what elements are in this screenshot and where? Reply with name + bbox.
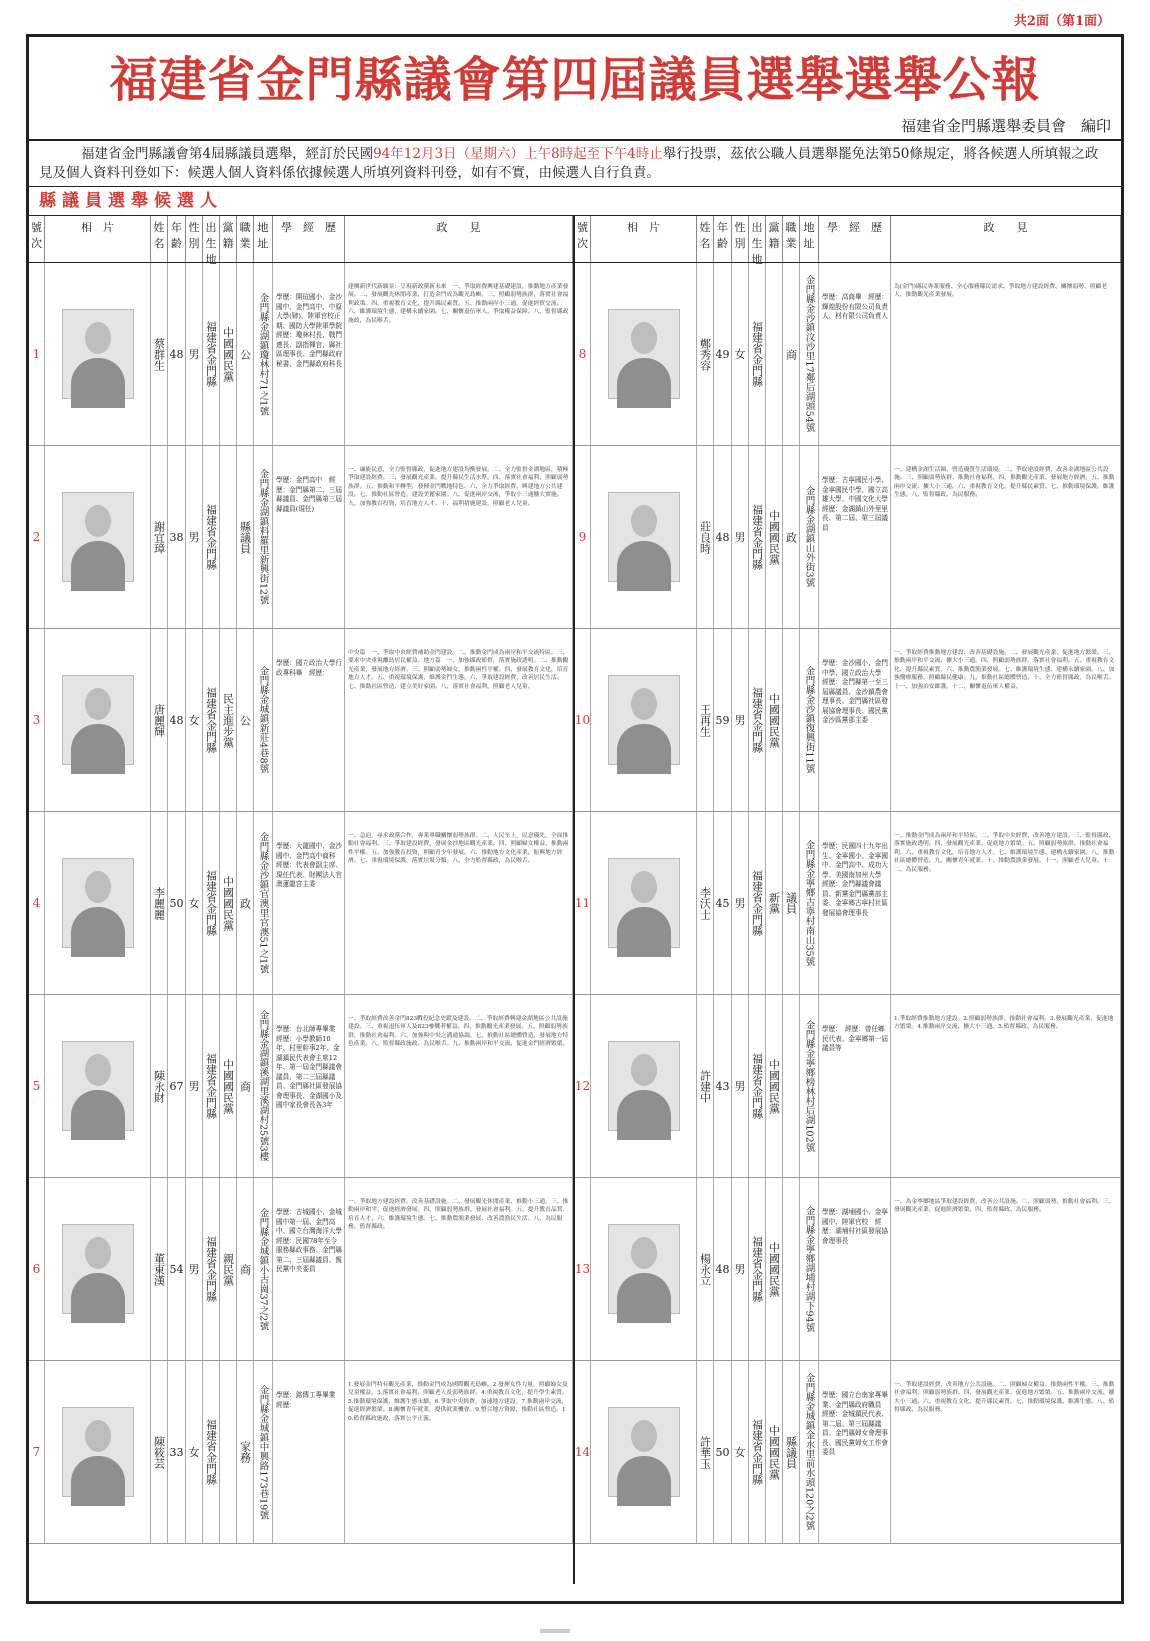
- candidate-number: 8: [575, 263, 591, 445]
- candidate-row: [575, 995, 1121, 1178]
- candidate-row: [575, 1361, 1121, 1544]
- photo-body: [71, 541, 125, 591]
- page-label: 共2面（第1面）: [1013, 14, 1110, 29]
- header-name: 姓名: [151, 216, 168, 262]
- candidate-gender: 男: [186, 263, 203, 445]
- candidate-row: [29, 1361, 573, 1544]
- candidate-gender: 男: [732, 1178, 749, 1360]
- candidate-birthplace: 福建省金門縣: [203, 812, 220, 994]
- candidate-birthplace: 福建省金門縣: [203, 263, 220, 445]
- candidate-age: 33: [168, 1361, 186, 1543]
- candidate-job: 縣議員: [783, 1361, 800, 1543]
- candidate-platform: 為(金門)縣民專業服務、全心服務縣民需求、爭取地方建設經費、關懷弱勢、照顧老人、推動觀光產業發展。: [891, 263, 1121, 445]
- candidate-age: 43: [714, 995, 732, 1177]
- candidate-background: 學歷： 經歷：曾任鄉民代表、金寧鄉第一屆議員等: [819, 995, 891, 1177]
- candidate-photo-cell: [591, 1361, 697, 1543]
- photo-body: [71, 724, 125, 774]
- photo-head: [631, 1420, 657, 1452]
- candidate-photo: [608, 1224, 680, 1314]
- candidate-job: 政: [783, 446, 800, 628]
- candidate-address: 金門縣金城鎮金水里前水頭120之2號: [800, 1361, 819, 1543]
- candidate-name: 楊永立: [697, 1178, 714, 1360]
- candidate-gender: 女: [186, 1361, 203, 1543]
- candidate-address: 金門縣金沙鎮官澳里官澳51之1號: [254, 812, 273, 994]
- candidate-background: 學歷：開瑄國小、金沙國中、金門高中、中原大學(肄)、陸軍官校正期、國防大學陸軍學院 經歷：瓊林村長、戰鬥連長、副指揮官、縣社區理事長、金門縣政府秘書、金門縣政府科長: [273, 263, 345, 445]
- candidate-job: 議員: [783, 812, 800, 994]
- candidate-job: 政: [237, 812, 254, 994]
- candidate-address: 金門縣金城鎮小古崗37之2號: [254, 1178, 273, 1360]
- candidate-age: 54: [168, 1178, 186, 1360]
- header-platform: 政 見: [345, 216, 573, 262]
- candidate-row: [575, 446, 1121, 629]
- candidate-platform: 1.發展金門特有觀光產業，推動金門成為國際觀光島嶼。2.發揮女性力量，照顧婦女及兒童權益。3.落實社會福利，照顧老人及弱勢族群。4.重視教育文化，提升學生素質。5.推動環境保護，維護生態永續。6.爭取中央經費，加速地方建設。7.推動兩岸交流，促進經濟繁榮。8.關懷青年就業，提供就業機會。9.整合地方資源，推動社區營造。10.監督縣政施政，落實公平正義。: [345, 1361, 573, 1543]
- candidate-number: 6: [29, 1178, 45, 1360]
- candidate-platform: 中央篇 一、爭取中央經費補助金門建設。二、推動金門成為兩岸和平交流特區。三、要求中央重視離島居民權益。地方篇 一、加強縣政監督，落實施政透明。二、推動觀光產業，發展地方經濟。三、照顧弱勢婦女，推動兩性平權。四、發展教育文化，培育地方人才。五、重視環境保護，維護金門生態。六、爭取建設經費，改善居民生活。七、推動社區營造，建立美好家園。八、落實社會福利，照顧老人兒童。: [345, 629, 573, 811]
- photo-head: [85, 1420, 111, 1452]
- candidate-gender: 女: [186, 812, 203, 994]
- candidate-background: 學歷：古寧國民小學、金寧國民中學、國立高雄大學、中國文化大學 經歷：金湖鎮山外里里長、第二屆、第三屆議員: [819, 446, 891, 628]
- notice-part2: 舉行投票，茲依公職人員選舉罷免法第50條規定，將各候選人所填報之政見及個人資料刊登如下：候選人個人資料係依據候選人所填列資料刊登，如有不實，由候選人自行負責。: [39, 146, 1099, 181]
- candidate-job: 公: [237, 629, 254, 811]
- candidate-platform: 一、爭取地方建設經費、改善基礎設施。二、發展觀光休閒產業、推動小三通。三、推動兩岸和平、促進經濟發展。四、照顧弱勢族群、發展社會福利。五、提升教育品質、培育人才。六、維護環境生態。七、推動農漁業發展、改善農漁民生活。八、為民服務、監督縣政。: [345, 1178, 573, 1360]
- candidate-name: 董東漢: [151, 1178, 168, 1360]
- candidate-party: 民主進步黨: [220, 629, 237, 811]
- candidate-platform: 一、推動金門成為兩岸和平特區。二、爭取中央經費、改善地方建設。三、監督縣政、落實施政透明。四、發展觀光產業、促進地方繁榮。五、照顧弱勢族群、推動社會福利。六、重視教育文化、培育地方人才。七、維護環境生態、建構永續家園。八、推動社區總體營造。九、關懷青年就業。十、推動農漁業發展。十一、照顧老人兒童。十二、為民服務。: [891, 812, 1121, 994]
- candidate-party: 中國國民黨: [766, 1361, 783, 1543]
- header-no: 號次: [29, 216, 45, 262]
- photo-body: [617, 1273, 671, 1323]
- header-age: 年齡: [168, 216, 186, 262]
- candidate-party: 新黨: [766, 812, 783, 994]
- candidate-background: 學歷：大龍國中、金沙國中、金門高中商科 經歷：代表會副主席、現任代表、財團法人官澳蓮龍宮主委: [273, 812, 345, 994]
- candidate-number: 14: [575, 1361, 591, 1543]
- candidate-address: 金門縣金湖鎮瓊林村71之1號: [254, 263, 273, 445]
- table-header: [29, 216, 573, 266]
- table-header: [575, 216, 1121, 266]
- candidate-party: 中國國民黨: [766, 1178, 783, 1360]
- candidate-column-right: [575, 216, 1121, 1584]
- candidate-number: 5: [29, 995, 45, 1177]
- candidate-name: 陳筱芸: [151, 1361, 168, 1543]
- photo-head: [631, 322, 657, 354]
- candidate-age: 49: [714, 263, 732, 445]
- candidate-row: [29, 995, 573, 1178]
- photo-body: [71, 1456, 125, 1506]
- header-background: 學 經 歷: [273, 216, 345, 262]
- candidate-photo-cell: [45, 446, 151, 628]
- notice: [29, 141, 1121, 187]
- candidate-party: 中國國民黨: [220, 995, 237, 1177]
- candidate-job: 商: [237, 1178, 254, 1360]
- candidate-gender: 男: [732, 629, 749, 811]
- candidate-columns: [29, 216, 1121, 1584]
- bulletin-title: 福建省金門縣議會第四屆議員選舉選舉公報: [109, 51, 1041, 108]
- candidate-birthplace: 福建省金門縣: [749, 995, 766, 1177]
- candidate-party: 中國國民黨: [766, 446, 783, 628]
- candidate-number: 9: [575, 446, 591, 628]
- candidate-birthplace: 福建省金門縣: [203, 995, 220, 1177]
- header-gender: 性別: [732, 216, 749, 262]
- candidate-platform: 建構新世代新願景：呈現新政黨新未來 一、爭取經費興建基礎建設，推動地方產業發展。二、發展觀光休閒產業，打造金門成為觀光島嶼。三、照顧弱勢族群，落實社會福利政策。四、重視教育文化，提升縣民素質。五、推動兩岸小三通，促進經貿交流。六、維護環境生態，建構永續家園。七、關懷退伍軍人，爭取權益保障。八、監督縣政施政，為民喉舌。: [345, 263, 573, 445]
- photo-body: [71, 1090, 125, 1140]
- header-birthplace: 出生地: [749, 216, 766, 262]
- candidate-platform: 一、建構金湖生活圈、營造優質生活環境。二、爭取建設經費、改善金湖地區公共設施。三、照顧弱勢族群、推動社會福利。四、推動觀光產業、發展地方經濟。五、推動兩岸交流、擴大小三通。六、重視教育文化、提升縣民素質。七、推動環境保護、維護生態。八、監督縣政、為民服務。: [891, 446, 1121, 628]
- candidate-gender: 女: [732, 1361, 749, 1543]
- photo-head: [85, 871, 111, 903]
- candidate-address: 金門縣金城鎮中興路173巷19號: [254, 1361, 273, 1543]
- candidate-address: 金門縣金湖鎮山外街3號: [800, 446, 819, 628]
- photo-body: [71, 358, 125, 408]
- candidate-address: 金門縣金寧鄉古寧村南山35號: [800, 812, 819, 994]
- candidate-address: 金門縣金城鎮新莊4巷8號: [254, 629, 273, 811]
- candidate-photo-cell: [591, 812, 697, 994]
- photo-head: [85, 322, 111, 354]
- candidate-background: 學歷：高商畢 經歷：輝煌股份有限公司負責人、材有限公司負責人: [819, 263, 891, 445]
- photo-head: [85, 1237, 111, 1269]
- candidate-row: [575, 1178, 1121, 1361]
- photo-head: [85, 505, 111, 537]
- candidate-job: [783, 629, 800, 811]
- footer-mark: [540, 1629, 570, 1633]
- candidate-gender: 男: [186, 1178, 203, 1360]
- header-age: 年齡: [714, 216, 732, 262]
- candidate-age: 48: [168, 263, 186, 445]
- candidate-gender: 男: [732, 812, 749, 994]
- candidate-address: 金門縣金湖鎮溪湖里溪湖村25號3樓: [254, 995, 273, 1177]
- candidate-name: 陳永財: [151, 995, 168, 1177]
- candidate-photo: [608, 858, 680, 948]
- candidate-platform: 1.爭取經費推動地方建設。2.照顧弱勢族群、推動社會福利。3.發展觀光產業、促進地方繁榮。4.推動兩岸交流、擴大小三通。5.監督縣政、為民服務。: [891, 995, 1121, 1177]
- header-party: 黨籍: [766, 216, 783, 262]
- candidate-photo-cell: [591, 1178, 697, 1360]
- photo-head: [631, 1054, 657, 1086]
- candidate-background: 學歷：民國四十九年出生、金寧國小、金寧國中、金門高中、成功大學、美國南加州大學 經歷：金門縣議會議員、新黨金門縣黨部主委、金寧鄉古寧村社區發展協會理事長: [819, 812, 891, 994]
- candidate-name: 李麗麗: [151, 812, 168, 994]
- candidate-photo: [62, 492, 134, 582]
- candidate-row: [29, 629, 573, 812]
- candidate-age: 45: [714, 812, 732, 994]
- candidate-age: 48: [714, 446, 732, 628]
- candidate-platform: 一、急迫，尋求政黨合作，專業專職關懷弱勢族群。二、人民至上，民意優先，全面推動社會福利。三、爭取建設經費，發展金沙地區觀光產業。四、照顧婦女權益，推動兩性平權。五、加強教育投資，照顧青少年發展。六、推動地方文化產業，振興地方經濟。七、重視環境保護，落實垃圾分類。八、全力監督縣政，為民喉舌。: [345, 812, 573, 994]
- candidate-background: 學歷：金沙國小、金門中學、國立政治大學 經歷：金門縣第一至三屆縣議員、金沙鎮農會理事長、金門縣社區發展協會理事長、國民黨金沙區黨部主委: [819, 629, 891, 811]
- header-name: 姓名: [697, 216, 714, 262]
- candidate-name: 王再生: [697, 629, 714, 811]
- header-birthplace: 出生地: [203, 216, 220, 262]
- candidate-party: [220, 446, 237, 628]
- candidate-age: 59: [714, 629, 732, 811]
- candidate-number: 12: [575, 995, 591, 1177]
- candidate-platform: 一、爭取建設經費、改善地方公共設施。二、照顧婦女權益、推動兩性平權。三、推動社會福利、照顧弱勢族群。四、發展觀光產業、促進地方繁榮。五、推動兩岸交流、擴大小三通。六、重視教育文化、提升縣民素質。七、推動環境保護、維護生態。八、監督縣政、為民服務。: [891, 1361, 1121, 1543]
- candidate-photo: [608, 492, 680, 582]
- candidate-gender: 男: [186, 995, 203, 1177]
- header-job: 職業: [783, 216, 800, 262]
- candidate-photo: [62, 858, 134, 948]
- candidate-gender: 男: [732, 995, 749, 1177]
- candidate-row: [29, 1178, 573, 1361]
- photo-head: [631, 505, 657, 537]
- header-gender: 性別: [186, 216, 203, 262]
- candidate-number: 10: [575, 629, 591, 811]
- candidate-name: 許建中: [697, 995, 714, 1177]
- candidate-number: 2: [29, 446, 45, 628]
- candidate-party: 親民黨: [220, 1178, 237, 1360]
- candidate-row: [29, 263, 573, 446]
- candidate-photo-cell: [45, 263, 151, 445]
- candidate-birthplace: 福建省金門縣: [749, 1361, 766, 1543]
- bulletin-frame: [26, 34, 1124, 1604]
- candidate-platform: 一、爭取經費改善金門823戰役紀念史蹟及建設。二、爭取經費興建金湖地區公共設施建設。三、重視退伍軍人及823參戰者權益。四、推動觀光產業發展。五、照顧弱勢族群、推動社會福利。六、加強與中央之溝通協調。七、推動社區總體營造、發展地方特色產業。八、監督縣政施政、為民喉舌。九、推動兩岸和平交流、促進金門經濟繁榮。: [345, 995, 573, 1177]
- candidate-photo-cell: [45, 1361, 151, 1543]
- candidate-address: 金門縣金湖鎮料羅里新興街12號: [254, 446, 273, 628]
- candidate-age: 48: [714, 1178, 732, 1360]
- header-background: 學 經 歷: [819, 216, 891, 262]
- candidate-birthplace: 福建省金門縣: [203, 1361, 220, 1543]
- photo-head: [631, 688, 657, 720]
- candidate-address: 金門縣金沙鎮復興街11號: [800, 629, 819, 811]
- candidate-platform: 一、爭取經費推動地方建設、改善基礎設施。二、發展觀光產業、促進地方繁榮。三、推動兩岸和平交流、擴大小三通。四、照顧弱勢族群、落實社會福利。五、重視教育文化、提升縣民素質。六、推動農漁業發展。七、維護環境生態、建構永續家園。八、加強醫療服務、照顧縣民健康。九、推動社區總體營造。十、全力監督縣政、為民喉舌。十一、加強治安維護。十二、關懷退伍軍人權益。: [891, 629, 1121, 811]
- header-address: 地址: [254, 216, 273, 262]
- header-party: 黨籍: [220, 216, 237, 262]
- candidate-party: 中國國民黨: [220, 812, 237, 994]
- candidate-row: [575, 263, 1121, 446]
- candidate-photo-cell: [591, 995, 697, 1177]
- notice-date: 94年12月3日（星期六）上午8時起至下午4時止: [373, 146, 663, 162]
- candidate-gender: 女: [732, 263, 749, 445]
- candidate-photo: [62, 675, 134, 765]
- candidate-name: 許華玉: [697, 1361, 714, 1543]
- candidate-age: 50: [714, 1361, 732, 1543]
- candidate-name: 唐麗輝: [151, 629, 168, 811]
- header-platform: 政 見: [891, 216, 1121, 262]
- candidate-birthplace: 福建省金門縣: [749, 1178, 766, 1360]
- candidate-photo-cell: [45, 1178, 151, 1360]
- photo-body: [617, 541, 671, 591]
- candidate-photo-cell: [591, 446, 697, 628]
- candidate-photo-cell: [591, 263, 697, 445]
- photo-head: [631, 871, 657, 903]
- candidate-background: 學歷：國立台南家專畢業、金門縣政府職員 經歷：金城鎮民代表、第二屆、第三屆縣議員、金門縣婦女會理事長、國民黨婦女工作會委員: [819, 1361, 891, 1543]
- candidate-name: 李沃士: [697, 812, 714, 994]
- candidate-name: 鄭秀容: [697, 263, 714, 445]
- photo-head: [631, 1237, 657, 1269]
- candidate-gender: 女: [186, 629, 203, 811]
- candidate-background: 學歷：古城國小、金城國中第一屆、金門高中、國立台灣海洋大學 經歷：民國78年至今服務縣政事務、金門縣第二、三屆縣議員、親民黨中央委員: [273, 1178, 345, 1360]
- candidate-age: 50: [168, 812, 186, 994]
- candidate-name: 蔡群生: [151, 263, 168, 445]
- candidate-platform: 一、廉能民意，全力監督縣政，促進地方建設均衡發展。二、全力監督金湖地區，積極爭取建設經費。三、發展觀光產業，提升縣民生活水準。四、落實社會福利，照顧弱勢族群。五、推動和平轉型，發揮金門戰地特色。六、全力爭取經費，興建地方公共建設。七、推動社區營造，建設美麗家園。八、促進兩岸交流，爭取小三通擴大實施。九、加強教育投資，培育地方人才。十、福利措施建設，照顧老人兒童。: [345, 446, 573, 628]
- candidate-name: 莊良時: [697, 446, 714, 628]
- candidate-photo: [62, 309, 134, 399]
- candidate-birthplace: 福建省金門縣: [749, 446, 766, 628]
- candidate-photo-cell: [45, 995, 151, 1177]
- candidate-background: 學歷：湖埔國小、金寧國中、陸軍官校 經歷：湖埔村社區發展協會理事長: [819, 1178, 891, 1360]
- candidate-age: 67: [168, 995, 186, 1177]
- photo-body: [71, 1273, 125, 1323]
- section-title: 縣議員選舉候選人: [29, 187, 1121, 216]
- candidate-job: [783, 995, 800, 1177]
- candidate-party: [220, 1361, 237, 1543]
- candidate-gender: 男: [732, 446, 749, 628]
- candidate-name: 謝宜璋: [151, 446, 168, 628]
- candidate-number: 1: [29, 263, 45, 445]
- candidate-number: 4: [29, 812, 45, 994]
- candidate-column-left: [29, 216, 575, 1584]
- photo-head: [85, 1054, 111, 1086]
- candidate-photo-cell: [45, 812, 151, 994]
- candidate-photo: [62, 1224, 134, 1314]
- candidate-job: [783, 1178, 800, 1360]
- candidate-number: 7: [29, 1361, 45, 1543]
- candidate-party: 中國國民黨: [220, 263, 237, 445]
- candidate-photo: [608, 309, 680, 399]
- candidate-number: 11: [575, 812, 591, 994]
- candidate-row: [29, 812, 573, 995]
- candidate-photo: [62, 1041, 134, 1131]
- candidate-background: 學歷：國立政治大學行政專科畢 經歷：: [273, 629, 345, 811]
- photo-body: [71, 907, 125, 957]
- candidate-birthplace: 福建省金門縣: [203, 629, 220, 811]
- candidate-job: 公: [237, 263, 254, 445]
- candidate-gender: 男: [186, 446, 203, 628]
- photo-body: [617, 724, 671, 774]
- candidate-photo: [608, 1041, 680, 1131]
- publisher: 福建省金門縣選舉委員會 編印: [29, 113, 1121, 141]
- candidate-birthplace: 福建省金門縣: [203, 446, 220, 628]
- notice-part1: 福建省金門縣議會第4屆縣議員選舉，經訂於民國: [81, 146, 374, 162]
- photo-body: [617, 358, 671, 408]
- photo-head: [85, 688, 111, 720]
- candidate-background: 學歷：金門高中 經歷：金門縣第二、三屆縣議員、金門縣第三屆縣議員(現任): [273, 446, 345, 628]
- header-job: 職業: [237, 216, 254, 262]
- candidate-birthplace: 福建省金門縣: [749, 812, 766, 994]
- photo-body: [617, 907, 671, 957]
- candidate-number: 13: [575, 1178, 591, 1360]
- candidate-age: 48: [168, 629, 186, 811]
- candidate-job: 商: [783, 263, 800, 445]
- candidate-job: 家務: [237, 1361, 254, 1543]
- header-photo: 相 片: [45, 216, 151, 262]
- candidate-row: [575, 629, 1121, 812]
- candidate-birthplace: 福建省金門縣: [749, 263, 766, 445]
- candidate-age: 38: [168, 446, 186, 628]
- candidate-photo: [608, 675, 680, 765]
- candidate-party: 中國國民黨: [766, 995, 783, 1177]
- photo-body: [617, 1456, 671, 1506]
- header-address: 地址: [800, 216, 819, 262]
- candidate-background: 學歷：銘傳工專畢業 經歷：: [273, 1361, 345, 1543]
- candidate-photo: [62, 1407, 134, 1497]
- candidate-address: 金門縣金沙鎮汶沙里17鄰后湖頭54號: [800, 263, 819, 445]
- candidate-address: 金門縣金寧鄉榜林村后湖102號: [800, 995, 819, 1177]
- candidate-address: 金門縣金寧鄉湖埔村湖下94號: [800, 1178, 819, 1360]
- candidate-job: 縣議員: [237, 446, 254, 628]
- candidate-photo-cell: [45, 629, 151, 811]
- candidate-party: 中國國民黨: [766, 629, 783, 811]
- candidate-birthplace: 福建省金門縣: [749, 629, 766, 811]
- candidate-party: [766, 263, 783, 445]
- candidate-background: 學歷：台北師專畢業 經歷：小學教師10年、村里幹事2年、金湖鎮民代表會主席12年、第一屆金門縣議會議員、第二三屆縣議員、金門縣社區發展協會理事長、金湖國小及國中家長會長各3年: [273, 995, 345, 1177]
- header-no: 號次: [575, 216, 591, 262]
- candidate-photo: [608, 1407, 680, 1497]
- header-photo: 相 片: [591, 216, 697, 262]
- candidate-photo-cell: [591, 629, 697, 811]
- candidate-row: [29, 446, 573, 629]
- candidate-platform: 一、為金寧鄉地區爭取建設經費、改善公共設施。二、照顧弱勢、推動社會福利。三、發展觀光產業、促進經濟繁榮。四、監督縣政、為民服務。: [891, 1178, 1121, 1360]
- candidate-birthplace: 福建省金門縣: [203, 1178, 220, 1360]
- candidate-number: 3: [29, 629, 45, 811]
- candidate-row: [575, 812, 1121, 995]
- photo-body: [617, 1090, 671, 1140]
- candidate-job: 商: [237, 995, 254, 1177]
